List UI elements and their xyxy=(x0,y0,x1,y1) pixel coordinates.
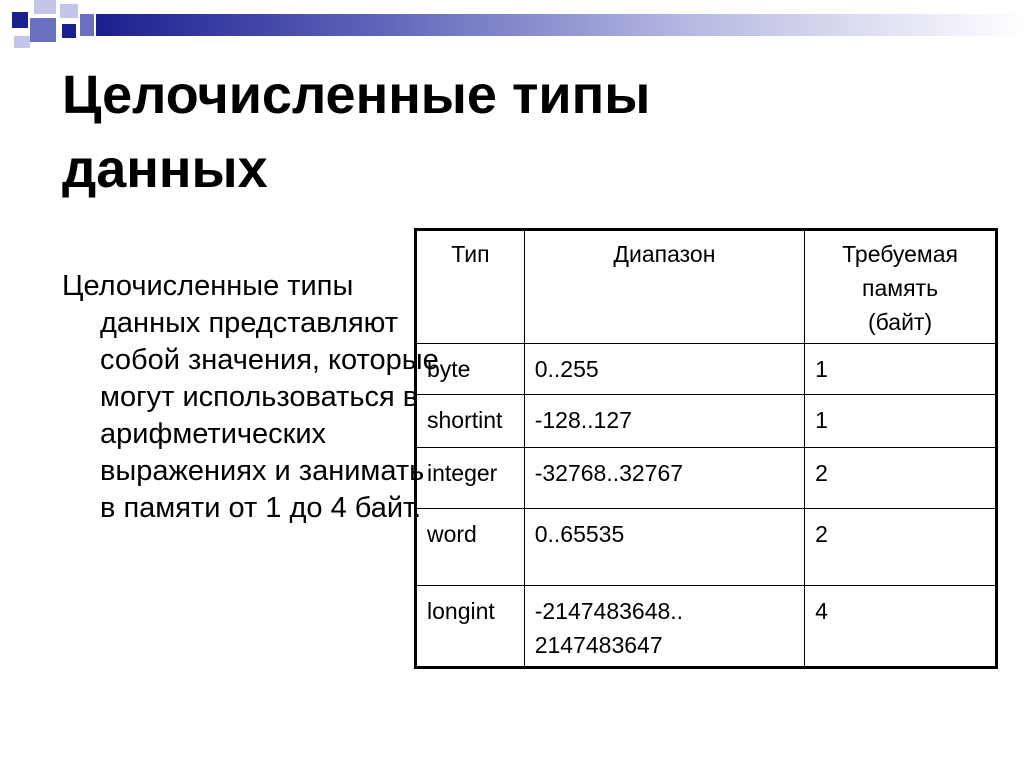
header-square xyxy=(80,14,94,36)
header-square xyxy=(12,12,28,28)
header-range: Диапазон xyxy=(524,230,804,344)
cell-range: -32768..32767 xyxy=(524,448,804,509)
cell-type: word xyxy=(416,509,525,586)
slide-title xyxy=(62,58,942,206)
header-type: Тип xyxy=(416,230,525,344)
header-square xyxy=(14,36,30,48)
cell-type: shortint xyxy=(416,395,525,448)
table-row xyxy=(416,586,997,668)
cell-memory: 2 xyxy=(805,448,997,509)
table-row xyxy=(416,395,997,448)
header-square xyxy=(60,4,78,18)
cell-type: longint xyxy=(416,586,525,668)
cell-memory: 4 xyxy=(805,586,997,668)
cell-memory: 1 xyxy=(805,344,997,395)
header-gradient-band xyxy=(96,14,1024,36)
cell-type: byte xyxy=(416,344,525,395)
header-square xyxy=(30,18,56,42)
cell-range-line: -2147483648.. xyxy=(534,598,684,624)
cell-range: -128..127 xyxy=(524,395,804,448)
header-square xyxy=(34,0,56,14)
table-row xyxy=(416,344,997,395)
table-row xyxy=(416,509,997,586)
table-row xyxy=(416,448,997,509)
title-line: данных xyxy=(62,139,268,199)
header-memory-line: память xyxy=(862,275,939,301)
cell-range xyxy=(524,586,804,668)
cell-memory: 1 xyxy=(805,395,997,448)
table-header-row xyxy=(416,230,997,344)
title-line: Целочисленные типы xyxy=(62,65,651,125)
header-memory-line: (байт) xyxy=(867,309,933,335)
cell-range: 0..255 xyxy=(524,344,804,395)
slide-body-text: Целочисленные типы данных представляют собой значения, которые могут использоваться в арифметических выражениях и занимать в памяти от 1 до 4 байт. xyxy=(62,270,439,524)
cell-range: 0..65535 xyxy=(524,509,804,586)
cell-memory: 2 xyxy=(805,509,997,586)
header-memory-line: Требуемая xyxy=(842,241,958,267)
cell-type: integer xyxy=(416,448,525,509)
header-square xyxy=(62,24,76,38)
cell-range-line: 2147483647 xyxy=(534,632,663,658)
header-decoration xyxy=(0,0,1024,48)
header-memory xyxy=(805,230,997,344)
integer-types-table xyxy=(414,228,998,669)
